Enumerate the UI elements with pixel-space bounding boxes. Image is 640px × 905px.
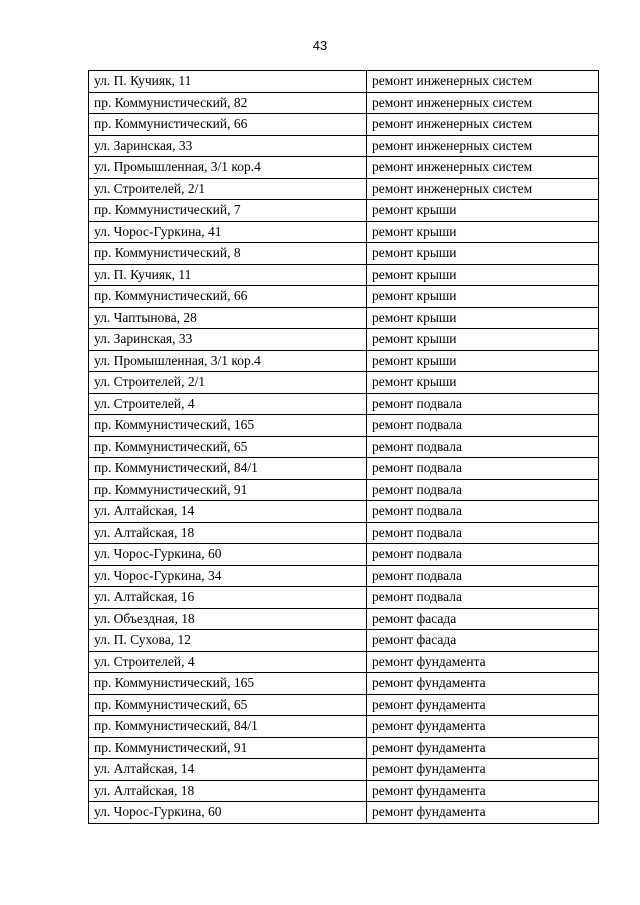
table-row: [89, 221, 599, 243]
table-row: [89, 286, 599, 308]
address-cell: ул. Промышленная, 3/1 кор.4: [89, 157, 367, 179]
work-type-cell: ремонт фундамента: [367, 716, 599, 738]
table-body: [89, 71, 599, 824]
table-row: [89, 630, 599, 652]
address-cell: пр. Коммунистический, 84/1: [89, 716, 367, 738]
table-row: [89, 544, 599, 566]
work-type-cell: ремонт инженерных систем: [367, 92, 599, 114]
address-cell: ул. Заринская, 33: [89, 135, 367, 157]
work-type-cell: ремонт крыши: [367, 307, 599, 329]
work-type-cell: ремонт крыши: [367, 264, 599, 286]
address-cell: ул. Строителей, 4: [89, 651, 367, 673]
address-cell: ул. Алтайская, 18: [89, 522, 367, 544]
work-type-cell: ремонт подвала: [367, 436, 599, 458]
table-row: [89, 135, 599, 157]
table-row: [89, 716, 599, 738]
work-type-cell: ремонт фундамента: [367, 737, 599, 759]
address-cell: ул. П. Кучияк, 11: [89, 71, 367, 93]
table-row: [89, 92, 599, 114]
address-cell: пр. Коммунистический, 65: [89, 436, 367, 458]
table-row: [89, 458, 599, 480]
table-row: [89, 479, 599, 501]
work-type-cell: ремонт крыши: [367, 350, 599, 372]
work-type-cell: ремонт инженерных систем: [367, 114, 599, 136]
address-cell: пр. Коммунистический, 7: [89, 200, 367, 222]
address-cell: ул. Алтайская, 16: [89, 587, 367, 609]
work-type-cell: ремонт фундамента: [367, 802, 599, 824]
table-row: [89, 608, 599, 630]
table-row: [89, 200, 599, 222]
table-row: [89, 415, 599, 437]
address-cell: ул. Алтайская, 14: [89, 501, 367, 523]
address-cell: ул. Заринская, 33: [89, 329, 367, 351]
table-row: [89, 71, 599, 93]
work-type-cell: ремонт крыши: [367, 200, 599, 222]
table-row: [89, 651, 599, 673]
work-type-cell: ремонт фасада: [367, 608, 599, 630]
work-type-cell: ремонт фундамента: [367, 780, 599, 802]
table-row: [89, 178, 599, 200]
work-type-cell: ремонт подвала: [367, 544, 599, 566]
table-row: [89, 157, 599, 179]
work-type-cell: ремонт крыши: [367, 243, 599, 265]
work-type-cell: ремонт фундамента: [367, 673, 599, 695]
work-type-cell: ремонт подвала: [367, 393, 599, 415]
address-cell: пр. Коммунистический, 91: [89, 479, 367, 501]
work-type-cell: ремонт подвала: [367, 587, 599, 609]
table-row: [89, 737, 599, 759]
address-cell: ул. Алтайская, 14: [89, 759, 367, 781]
table-row: [89, 264, 599, 286]
address-cell: ул. Строителей, 2/1: [89, 178, 367, 200]
work-type-cell: ремонт инженерных систем: [367, 135, 599, 157]
address-cell: пр. Коммунистический, 8: [89, 243, 367, 265]
address-cell: ул. Чорос-Гуркина, 41: [89, 221, 367, 243]
table-row: [89, 694, 599, 716]
address-cell: ул. Строителей, 4: [89, 393, 367, 415]
address-cell: пр. Коммунистический, 65: [89, 694, 367, 716]
work-type-cell: ремонт инженерных систем: [367, 178, 599, 200]
work-type-cell: ремонт крыши: [367, 221, 599, 243]
table-row: [89, 501, 599, 523]
table-row: [89, 114, 599, 136]
address-cell: пр. Коммунистический, 82: [89, 92, 367, 114]
work-type-cell: ремонт фундамента: [367, 694, 599, 716]
address-cell: ул. Чорос-Гуркина, 60: [89, 544, 367, 566]
address-cell: пр. Коммунистический, 165: [89, 673, 367, 695]
address-cell: ул. Строителей, 2/1: [89, 372, 367, 394]
work-type-cell: ремонт фундамента: [367, 759, 599, 781]
work-type-cell: ремонт фасада: [367, 630, 599, 652]
address-cell: пр. Коммунистический, 66: [89, 286, 367, 308]
work-type-cell: ремонт подвала: [367, 479, 599, 501]
address-cell: пр. Коммунистический, 84/1: [89, 458, 367, 480]
work-type-cell: ремонт подвала: [367, 522, 599, 544]
work-type-cell: ремонт подвала: [367, 415, 599, 437]
table-row: [89, 436, 599, 458]
table-row: [89, 587, 599, 609]
page-number: 43: [312, 38, 328, 53]
address-cell: ул. Чаптынова, 28: [89, 307, 367, 329]
work-type-cell: ремонт инженерных систем: [367, 157, 599, 179]
address-cell: пр. Коммунистический, 165: [89, 415, 367, 437]
table-row: [89, 393, 599, 415]
table-row: [89, 759, 599, 781]
table-row: [89, 802, 599, 824]
address-cell: ул. Промышленная, 3/1 кор.4: [89, 350, 367, 372]
work-type-cell: ремонт подвала: [367, 501, 599, 523]
address-cell: ул. П. Сухова, 12: [89, 630, 367, 652]
work-type-cell: ремонт подвала: [367, 458, 599, 480]
table-row: [89, 522, 599, 544]
work-type-cell: ремонт инженерных систем: [367, 71, 599, 93]
table-row: [89, 565, 599, 587]
table-row: [89, 307, 599, 329]
address-cell: пр. Коммунистический, 91: [89, 737, 367, 759]
address-cell: ул. Алтайская, 18: [89, 780, 367, 802]
address-cell: ул. П. Кучияк, 11: [89, 264, 367, 286]
address-cell: ул. Чорос-Гуркина, 34: [89, 565, 367, 587]
work-type-cell: ремонт крыши: [367, 286, 599, 308]
address-cell: ул. Чорос-Гуркина, 60: [89, 802, 367, 824]
work-type-cell: ремонт фундамента: [367, 651, 599, 673]
work-type-cell: ремонт крыши: [367, 372, 599, 394]
table-row: [89, 780, 599, 802]
address-cell: ул. Объездная, 18: [89, 608, 367, 630]
repair-works-table: [88, 70, 599, 824]
table-row: [89, 673, 599, 695]
work-type-cell: ремонт крыши: [367, 329, 599, 351]
work-type-cell: ремонт подвала: [367, 565, 599, 587]
table-row: [89, 329, 599, 351]
address-cell: пр. Коммунистический, 66: [89, 114, 367, 136]
table-row: [89, 372, 599, 394]
table-row: [89, 350, 599, 372]
table-row: [89, 243, 599, 265]
